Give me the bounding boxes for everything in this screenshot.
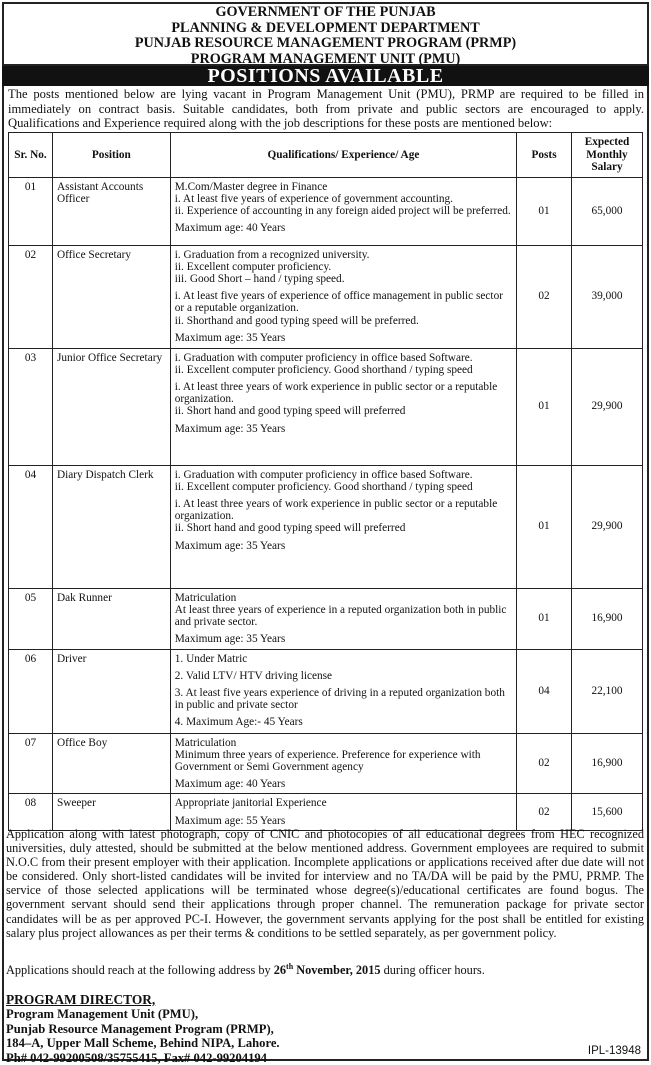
monthly-salary: 22,100 <box>572 649 643 733</box>
qualifications <box>170 465 516 588</box>
table-row <box>9 245 643 348</box>
col-salary: Expected Monthly Salary <box>572 133 643 178</box>
posts-count: 02 <box>517 794 572 830</box>
qualification-line: i. At least three years of work experience in public sector or a reputable organization. <box>174 497 498 523</box>
max-age: Maximum age: 55 Years <box>174 814 286 827</box>
monthly-salary: 39,000 <box>572 245 643 348</box>
qualification-line: Matriculation <box>174 736 237 749</box>
qualification-group <box>175 797 512 809</box>
deadline-prefix: Applications should reach at the following address by <box>6 963 274 978</box>
qualification-line: ii. Shorthand and good typing speed will be preferred. <box>174 314 419 327</box>
qualification-line: ii. Short hand and good typing speed will preferred <box>174 405 406 418</box>
table-row <box>9 348 643 465</box>
position-name: Office Boy <box>52 733 170 794</box>
table-row <box>9 177 643 245</box>
position-name: Diary Dispatch Clerk <box>52 465 170 588</box>
qualification-group <box>175 498 512 535</box>
position-name: Sweeper <box>52 794 170 830</box>
qualification-group <box>175 653 512 665</box>
header-line: PLANNING & DEVELOPMENT DEPARTMENT <box>171 19 480 36</box>
deadline-date: November, 2015 <box>293 963 381 978</box>
qualifications <box>170 733 516 794</box>
qualification-line: 1. Under Matric <box>174 652 248 665</box>
table-row <box>9 794 643 830</box>
monthly-salary: 29,900 <box>572 465 643 588</box>
max-age: Maximum age: 40 Years <box>174 222 286 235</box>
qualification-line: i. At least three years of work experience in public sector or a reputable organization. <box>174 380 498 406</box>
address-line: Punjab Resource Management Program (PRMP), <box>6 1021 274 1036</box>
qualification-line: Minimum three years of experience. Preference for experience with Government or Semi Government agency <box>174 748 481 773</box>
qualifications <box>170 348 516 465</box>
qualification-line: Appropriate janitorial Experience <box>174 797 327 810</box>
qualifications <box>170 177 516 245</box>
qualification-group <box>175 290 512 327</box>
address-line: Program Management Unit (PMU), <box>6 1007 199 1022</box>
qualification-line: i. At least five years of experience of office management in public sector or a reputable organization. <box>174 290 503 315</box>
qualification-line: ii. Short hand and good typing speed will preferred <box>174 522 406 535</box>
ad-header <box>2 2 649 66</box>
contact-address <box>6 993 280 1065</box>
max-age: Maximum age: 40 Years <box>174 778 286 791</box>
qualification-line: ii. Experience of accounting in any foreign aided project will be preferred. <box>174 204 511 217</box>
position-name: Assistant Accounts Officer <box>52 177 170 245</box>
sr-no: 01 <box>9 177 53 245</box>
table-row <box>9 465 643 588</box>
application-instructions: Application along with latest photograph, copy of CNIC and photocopies of all educational degrees from HEC recognized universities, duly attested, should be submitted at the below mentioned address. Government employees are required to submit N.O.C from their present employer with their application. Incomplete applications or applications received after due date will not be considered. Only short-listed candidates will be invited for interview and no TA/DA will be paid by the PMU, PRMP. The service of those selected applications will be terminated whose degree(s)/educational certificates are found bogus. The government servant should send their applications through proper channel. The remuneration package for private sector candidates will be as per approved PC-I. However, the government servants applying for the post shall be entitled for existing salary plus project allowances as per their terms & conditions to be settled separately, as per government policy. <box>6 827 644 940</box>
max-age: Maximum age: 35 Years <box>174 422 286 435</box>
deadline-suffix: th <box>286 962 294 971</box>
deadline-post: during officer hours. <box>380 963 485 978</box>
qualification-line: At least three years of experience in a reputed organization both in public and private sector. <box>174 603 507 628</box>
position-name: Junior Office Secretary <box>52 348 170 465</box>
posts-count: 01 <box>517 348 572 465</box>
monthly-salary: 29,900 <box>572 348 643 465</box>
qualification-line: Matriculation <box>174 591 237 604</box>
qualification-line: i. At least five years of experience of government accounting. <box>174 192 454 205</box>
max-age: Maximum age: 35 Years <box>174 331 286 344</box>
posts-count: 04 <box>517 649 572 733</box>
qualification-line: i. Graduation with computer proficiency in office based Software. <box>174 351 473 364</box>
posts-count: 01 <box>517 588 572 649</box>
intro-text: The posts mentioned below are lying vacant in Program Management Unit (PMU), PRMP are required to be filled in immediately on contract basis. Suitable candidates, both from private and public sectors are encouraged to apply. Qualifications and Experience required along with the job descriptions for these posts are mentioned below: <box>8 87 644 131</box>
sr-no: 08 <box>9 794 53 830</box>
col-sr: Sr. No. <box>9 133 53 178</box>
sr-no: 02 <box>9 245 53 348</box>
sr-no: 04 <box>9 465 53 588</box>
posts-count: 01 <box>517 177 572 245</box>
qualification-line: ii. Excellent computer proficiency. Good shorthand / typing speed <box>174 363 473 376</box>
qualification-line: i. Graduation with computer proficiency in office based Software. <box>174 468 473 481</box>
qualifications <box>170 245 516 348</box>
col-posts: Posts <box>517 133 572 178</box>
qualification-group <box>175 181 512 218</box>
address-line: 184–A, Upper Mall Scheme, Behind NIPA, Lahore. <box>6 1036 280 1051</box>
qualification-line: M.Com/Master degree in Finance <box>174 180 328 193</box>
qualification-group <box>175 737 512 774</box>
monthly-salary: 16,900 <box>572 733 643 794</box>
col-qualifications: Qualifications/ Experience/ Age <box>170 133 516 178</box>
qualification-line: i. Graduation from a recognized university. <box>174 248 370 261</box>
col-position: Position <box>52 133 170 178</box>
position-name: Office Secretary <box>52 245 170 348</box>
qualifications <box>170 794 516 830</box>
table-row <box>9 733 643 794</box>
position-name: Driver <box>52 649 170 733</box>
qualification-line: 2. Valid LTV/ HTV driving license <box>174 669 333 682</box>
qualification-group <box>175 469 512 493</box>
posts-count: 02 <box>517 245 572 348</box>
posts-count: 01 <box>517 465 572 588</box>
position-name: Dak Runner <box>52 588 170 649</box>
monthly-salary: 16,900 <box>572 588 643 649</box>
qualifications <box>170 588 516 649</box>
qualification-group <box>175 592 512 629</box>
deadline-day: 26 <box>273 963 287 978</box>
qualification-line: ii. Excellent computer proficiency. <box>174 260 332 273</box>
qualification-group <box>175 670 512 682</box>
sr-no: 06 <box>9 649 53 733</box>
deadline-text <box>6 962 485 978</box>
table-row <box>9 588 643 649</box>
sr-no: 03 <box>9 348 53 465</box>
max-age: Maximum age: 35 Years <box>174 539 286 552</box>
address-title: PROGRAM DIRECTOR, <box>6 992 156 1007</box>
monthly-salary: 15,600 <box>572 794 643 830</box>
positions-banner: POSITIONS AVAILABLE <box>2 66 649 86</box>
positions-table <box>8 132 643 831</box>
posts-count: 02 <box>517 733 572 794</box>
qualification-line: ii. Excellent computer proficiency. Good shorthand / typing speed <box>174 480 473 493</box>
qualifications <box>170 649 516 733</box>
max-age: Maximum age: 35 Years <box>174 633 286 646</box>
qualification-group <box>175 687 512 711</box>
sr-no: 07 <box>9 733 53 794</box>
qualification-line: 3. At least five years experience of driving in a reputed organization both in public and private sector <box>174 686 505 712</box>
qualification-group <box>175 381 512 418</box>
address-phone: Ph# 042-99200508/35755415, Fax# 042-99204194 <box>6 1050 267 1065</box>
sr-no: 05 <box>9 588 53 649</box>
ad-reference: IPL-13948 <box>587 1045 641 1057</box>
header-line: PROGRAM MANAGEMENT UNIT (PMU) <box>190 50 461 67</box>
max-age: 4. Maximum Age:- 45 Years <box>174 716 303 729</box>
table-row <box>9 649 643 733</box>
header-line: PUNJAB RESOURCE MANAGEMENT PROGRAM (PRMP) <box>134 35 517 51</box>
qualification-line: iii. Good Short – hand / typing speed. <box>174 272 345 285</box>
qualification-group <box>175 352 512 376</box>
header-line: GOVERNMENT OF THE PUNJAB <box>215 4 436 20</box>
monthly-salary: 65,000 <box>572 177 643 245</box>
qualification-group <box>175 249 512 286</box>
